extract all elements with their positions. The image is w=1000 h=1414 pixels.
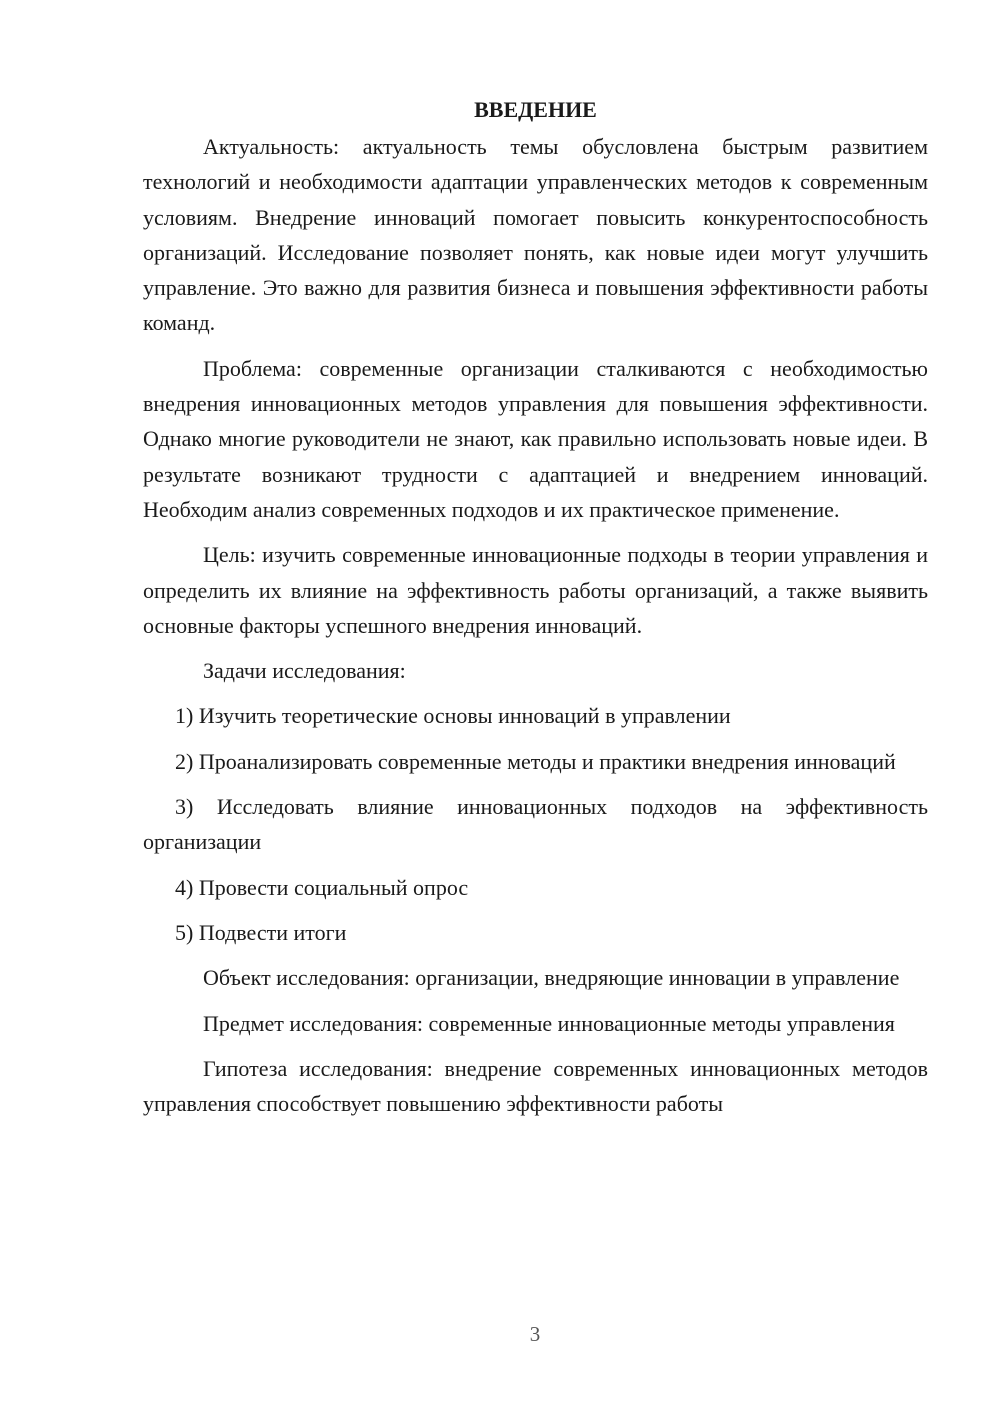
paragraph-hypothesis: Гипотеза исследования: внедрение современных инновационных методов управления способствует повышению эффективности работы	[143, 1055, 928, 1117]
task-item-1: 1) Изучить теоретические основы инноваций в управлении	[175, 703, 731, 729]
paragraph-relevance: Актуальность: актуальность темы обусловлена быстрым развитием технологий и необходимости адаптации управленческих методов к современным условиям. Внедрение инноваций помогает повысить конкурентоспособность организаций. Исследование позволяет понять, как новые идеи могут улучшить управление. Это важно для развития бизнеса и повышения эффективности работы команд.	[143, 134, 928, 336]
section-title: ВВЕДЕНИЕ	[474, 97, 597, 122]
paragraph-problem: Проблема: современные организации сталкиваются с необходимостью внедрения инновационных методов управления для повышения эффективности. Однако многие руководители не знают, как правильно использовать новые идеи. В результате возникают трудности с адаптацией и внедрением инноваций. Необходим анализ современных подходов и их практическое применение.	[143, 355, 928, 522]
page-content	[143, 92, 928, 1131]
task-item-3: 3) Исследовать влияние инновационных подходов на эффективность организации	[143, 794, 928, 855]
task-item-4: 4) Провести социальный опрос	[175, 874, 469, 900]
paragraph-subject: Предмет исследования: современные инновационные методы управления	[203, 1010, 895, 1036]
task-item-2: 2) Проанализировать современные методы и практики внедрения инноваций	[175, 748, 896, 774]
page-number: 3	[529, 1322, 541, 1346]
paragraph-object: Объект исследования: организации, внедряющие инновации в управление	[203, 965, 900, 991]
task-item-5: 5) Подвести итоги	[175, 919, 347, 945]
paragraph-goal: Цель: изучить современные инновационные подходы в теории управления и определить их влияние на эффективность работы организаций, а также выявить основные факторы успешного внедрения инноваций.	[143, 542, 928, 638]
tasks-heading: Задачи исследования:	[203, 658, 406, 684]
